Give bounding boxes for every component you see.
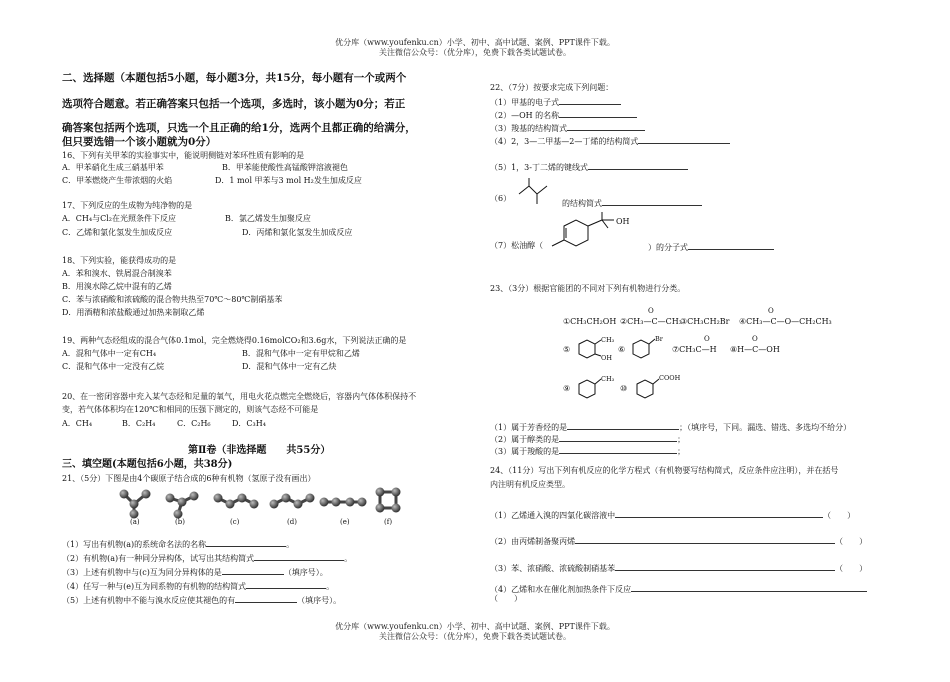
- label-c: (c): [230, 518, 240, 526]
- label-f: (f): [384, 518, 393, 526]
- molecule-c: [214, 494, 259, 509]
- q22-7-blank[interactable]: [688, 241, 774, 250]
- svg-text:COOH: COOH: [659, 374, 681, 382]
- q18-option-a: A．苯和溴水、铁屑混合制溴苯: [62, 269, 172, 278]
- compound-4: ④CH₃—C—O—CH₂CH₃: [739, 317, 832, 326]
- q20-option-d: D．C₃H₄: [232, 419, 266, 428]
- q24-4-paren: （ ）: [490, 594, 522, 603]
- section2-heading-3: 确答案包括两个选项，只选一个且正确的给1分，选两个且都正确的给满分，: [62, 122, 416, 134]
- q22-6-tail: 的结构简式: [562, 197, 702, 209]
- q23-3-blank[interactable]: [559, 445, 677, 454]
- q22-part-6: （6）: [490, 194, 512, 203]
- q23-part-2: （2）属于醇类的是 ；: [490, 435, 686, 444]
- q19-option-b: B．混和气体中一定有甲烷和乙烯: [242, 349, 360, 358]
- q24-4-blank[interactable]: [631, 583, 867, 592]
- section3-heading: 三、填空题(本题包括6小题，共38分): [62, 459, 233, 470]
- q21-5-blank[interactable]: [235, 594, 297, 603]
- compound-5-ring: [574, 336, 614, 364]
- q20-option-b: B．C₂H₄: [122, 419, 156, 428]
- volume-2-title: 第Ⅱ卷（非选择题 共55分）: [188, 445, 331, 456]
- molecule-a: [120, 490, 151, 519]
- svg-text:CH₃: CH₃: [601, 336, 614, 344]
- q22-part-1: （1）甲基的电子式: [490, 96, 621, 108]
- q22-6-blank[interactable]: [602, 197, 702, 206]
- q17-option-a: A．CH₄与Cl₂在光照条件下反应: [62, 214, 176, 223]
- molecule-b: [166, 492, 199, 519]
- q21-2-blank[interactable]: [254, 552, 344, 561]
- compound-10-ring: [632, 372, 682, 402]
- q20-option-a: A．CH₄: [62, 419, 93, 428]
- compound-7-oxygen: O: [704, 335, 710, 343]
- q19-option-a: A．混和气体中一定有CH₄: [62, 349, 157, 358]
- molecule-models-figure: [112, 486, 412, 528]
- q24-1-blank[interactable]: [615, 509, 823, 518]
- q23-2-blank[interactable]: [559, 433, 677, 442]
- header-line-1: 优分库（www.youfenku.cn）小学、初中、高中试题、案例、PPT课件下载。: [335, 38, 615, 47]
- label-a: (a): [130, 518, 140, 526]
- terpineol-oh-label: OH: [616, 217, 630, 226]
- svg-text:CH₃: CH₃: [601, 375, 614, 383]
- q23-part-3: （3）属于羧酸的是 ；: [490, 447, 686, 456]
- svg-text:Br: Br: [655, 335, 663, 343]
- q16-option-c: C．甲苯燃烧产生带浓烟的火焰: [62, 176, 173, 185]
- compound-6: ⑥: [618, 345, 626, 354]
- question-23: 23、（3分）根据官能团的不同对下列有机物进行分类。: [490, 284, 686, 293]
- q21-part-5: （5）上述有机物中不能与溴水反应使其褪色的有 （填序号）。: [62, 596, 342, 605]
- q19-option-d: D．混和气体中一定有乙炔: [242, 362, 337, 371]
- q24-part-2: （2）由丙烯制备聚丙烯 （ ）: [490, 537, 868, 546]
- q21-part-3: （3）上述有机物中与(c)互为同分异构体的是 （填序号）。: [62, 568, 328, 577]
- q21-1-blank[interactable]: [206, 538, 286, 547]
- q23-part-1: （1）属于芳香烃的是 ；（填序号，下同。漏选、错选、多选均不给分）: [490, 423, 852, 432]
- q22-6-skeletal-structure: [515, 178, 563, 208]
- q22-part-3: （3）羧基的结构简式: [490, 122, 645, 134]
- section2-heading-2: 选项符合题意。若正确答案只包括一个选项，多选时，该小题为0分；若正: [62, 98, 406, 110]
- q19-option-c: C．混和气体中一定没有乙烷: [62, 362, 165, 371]
- q18-option-b: B．用溴水除乙烷中混有的乙烯: [62, 282, 172, 291]
- q24-part-1: （1）乙烯通入溴的四氯化碳溶液中 （ ）: [490, 511, 856, 520]
- q18-option-c: C．苯与浓硝酸和浓硫酸的混合物共热至70℃～80℃制硝基苯: [62, 295, 283, 304]
- question-21: 21、（5分）下图是由4个碳原子结合成的6种有机物（氢原子没有画出）: [62, 474, 316, 483]
- q17-option-c: C．乙烯和氯化氢发生加成反应: [62, 228, 173, 237]
- q21-part-4: （4）任写一种与(e)互为同系物的有机物的结构简式 。: [62, 582, 335, 591]
- q24-part-4: （4）乙烯和水在催化剂加热条件下反应: [490, 583, 867, 595]
- question-17: 17、下列反应的生成物为纯净物的是: [62, 201, 193, 210]
- compound-9: ⑨: [563, 384, 571, 393]
- q16-option-b: B．甲苯能使酸性高锰酸钾溶液褪色: [222, 163, 348, 172]
- q22-1-blank[interactable]: [559, 96, 621, 105]
- footer-line-2: 关注微信公众号：（优分库），免费下载各类试题试卷。: [379, 632, 571, 641]
- q21-3-blank[interactable]: [222, 566, 284, 575]
- q21-part-2: （2）有机物(a)有一种同分异构体，试写出其结构简式 。: [62, 554, 353, 563]
- label-e: (e): [340, 518, 350, 526]
- q22-part-2: （2）—OH 的名称: [490, 109, 637, 121]
- compound-6-ring: [628, 334, 668, 362]
- compound-5: ⑤: [563, 345, 571, 354]
- question-16: 16、下列有关甲苯的实验事实中，能说明侧链对苯环性质有影响的是: [62, 151, 305, 160]
- svg-text:OH: OH: [601, 354, 612, 362]
- q18-option-d: D．用酒精和浓盐酸通过加热来制取乙烯: [62, 308, 205, 317]
- question-19: 19、两种气态烃组成的混合气体0.1mol，完全燃烧得0.16molCO₂和3.6g水，下列说法正确的是: [62, 336, 407, 345]
- q22-5-blank[interactable]: [588, 161, 688, 170]
- question-18: 18、下列实验，能获得成功的是: [62, 256, 177, 265]
- label-b: (b): [175, 518, 185, 526]
- compound-9-ring: [574, 374, 614, 402]
- compound-8-oxygen: O: [752, 335, 758, 343]
- compound-2-oxygen: O: [648, 307, 654, 315]
- q22-part-7: （7）松油醇（: [490, 241, 544, 250]
- question-20-line-1: 20、在一密闭容器中充入某气态烃和足量的氧气，用电火花点燃完全燃烧后，容器内气体体积保持不: [62, 392, 417, 401]
- compound-8: ⑧H—C—OH: [730, 345, 780, 354]
- q17-option-d: D．丙烯和氯化氢发生加成反应: [242, 228, 353, 237]
- terpineol-structure: [542, 212, 642, 256]
- q20-option-c: C．C₂H₆: [177, 419, 211, 428]
- q24-2-blank[interactable]: [575, 535, 835, 544]
- section2-heading-1: 二、选择题（本题包括5小题，每小题3分，共15分，每小题有一个或两个: [62, 72, 407, 84]
- q22-part-5: （5）1，3-丁二烯的键线式: [490, 161, 688, 173]
- q21-part-1: （1）写出有机物(a)的系统命名法的名称 。: [62, 540, 295, 549]
- molecule-f: [376, 488, 401, 513]
- question-24-line-2: 内注明有机反应类型。: [490, 480, 570, 489]
- q24-part-3: （3）苯、浓硝酸、浓硫酸制硝基苯 （ ）: [490, 564, 868, 573]
- q24-3-blank[interactable]: [615, 562, 835, 571]
- molecule-d: [270, 494, 315, 509]
- compound-3: ③CH₃CH₂Br: [680, 317, 730, 326]
- molecule-e: [320, 498, 367, 507]
- compound-7: ⑦CH₃C—H: [672, 345, 717, 354]
- q17-option-b: B．氯乙烯发生加聚反应: [225, 214, 311, 223]
- question-20-line-2: 变，若气体体积均在120℃和相同的压强下测定的，则该气态烃不可能是: [62, 405, 319, 414]
- header-line-2: 关注微信公众号：（优分库），免费下载各类试题试卷。: [379, 48, 571, 57]
- question-22: 22、（7分）按要求完成下列问题：: [490, 83, 614, 92]
- q22-3-blank[interactable]: [567, 122, 645, 131]
- q16-option-a: A．甲苯硝化生成三硝基甲苯: [62, 163, 164, 172]
- q22-part-4: （4）2，3—二甲基—2—丁烯的结构简式: [490, 135, 730, 147]
- section2-heading-4: 但只要选错一个该小题就为0分）: [62, 136, 217, 148]
- question-24-line-1: 24、（11分）写出下列有机反应的化学方程式（有机物要写结构简式，反应条件应注明），并在括号: [490, 466, 839, 475]
- q23-1-blank[interactable]: [567, 421, 679, 430]
- compound-1: ①CH₃CH₂OH: [563, 317, 617, 326]
- compound-4-oxygen: O: [768, 307, 774, 315]
- compound-2: ②CH₃—C—CH₃: [620, 317, 682, 326]
- q16-option-d: D．1 mol 甲苯与3 mol H₂发生加成反应: [215, 176, 362, 185]
- label-d: (d): [287, 518, 297, 526]
- q21-4-blank[interactable]: [246, 580, 326, 589]
- compound-10: ⑩: [620, 384, 628, 393]
- q22-4-blank[interactable]: [638, 135, 730, 144]
- q22-7-tail: ）的分子式: [648, 241, 774, 253]
- q22-2-blank[interactable]: [559, 109, 637, 118]
- footer-line-1: 优分库（www.youfenku.cn）小学、初中、高中试题、案例、PPT课件下载。: [335, 622, 615, 631]
